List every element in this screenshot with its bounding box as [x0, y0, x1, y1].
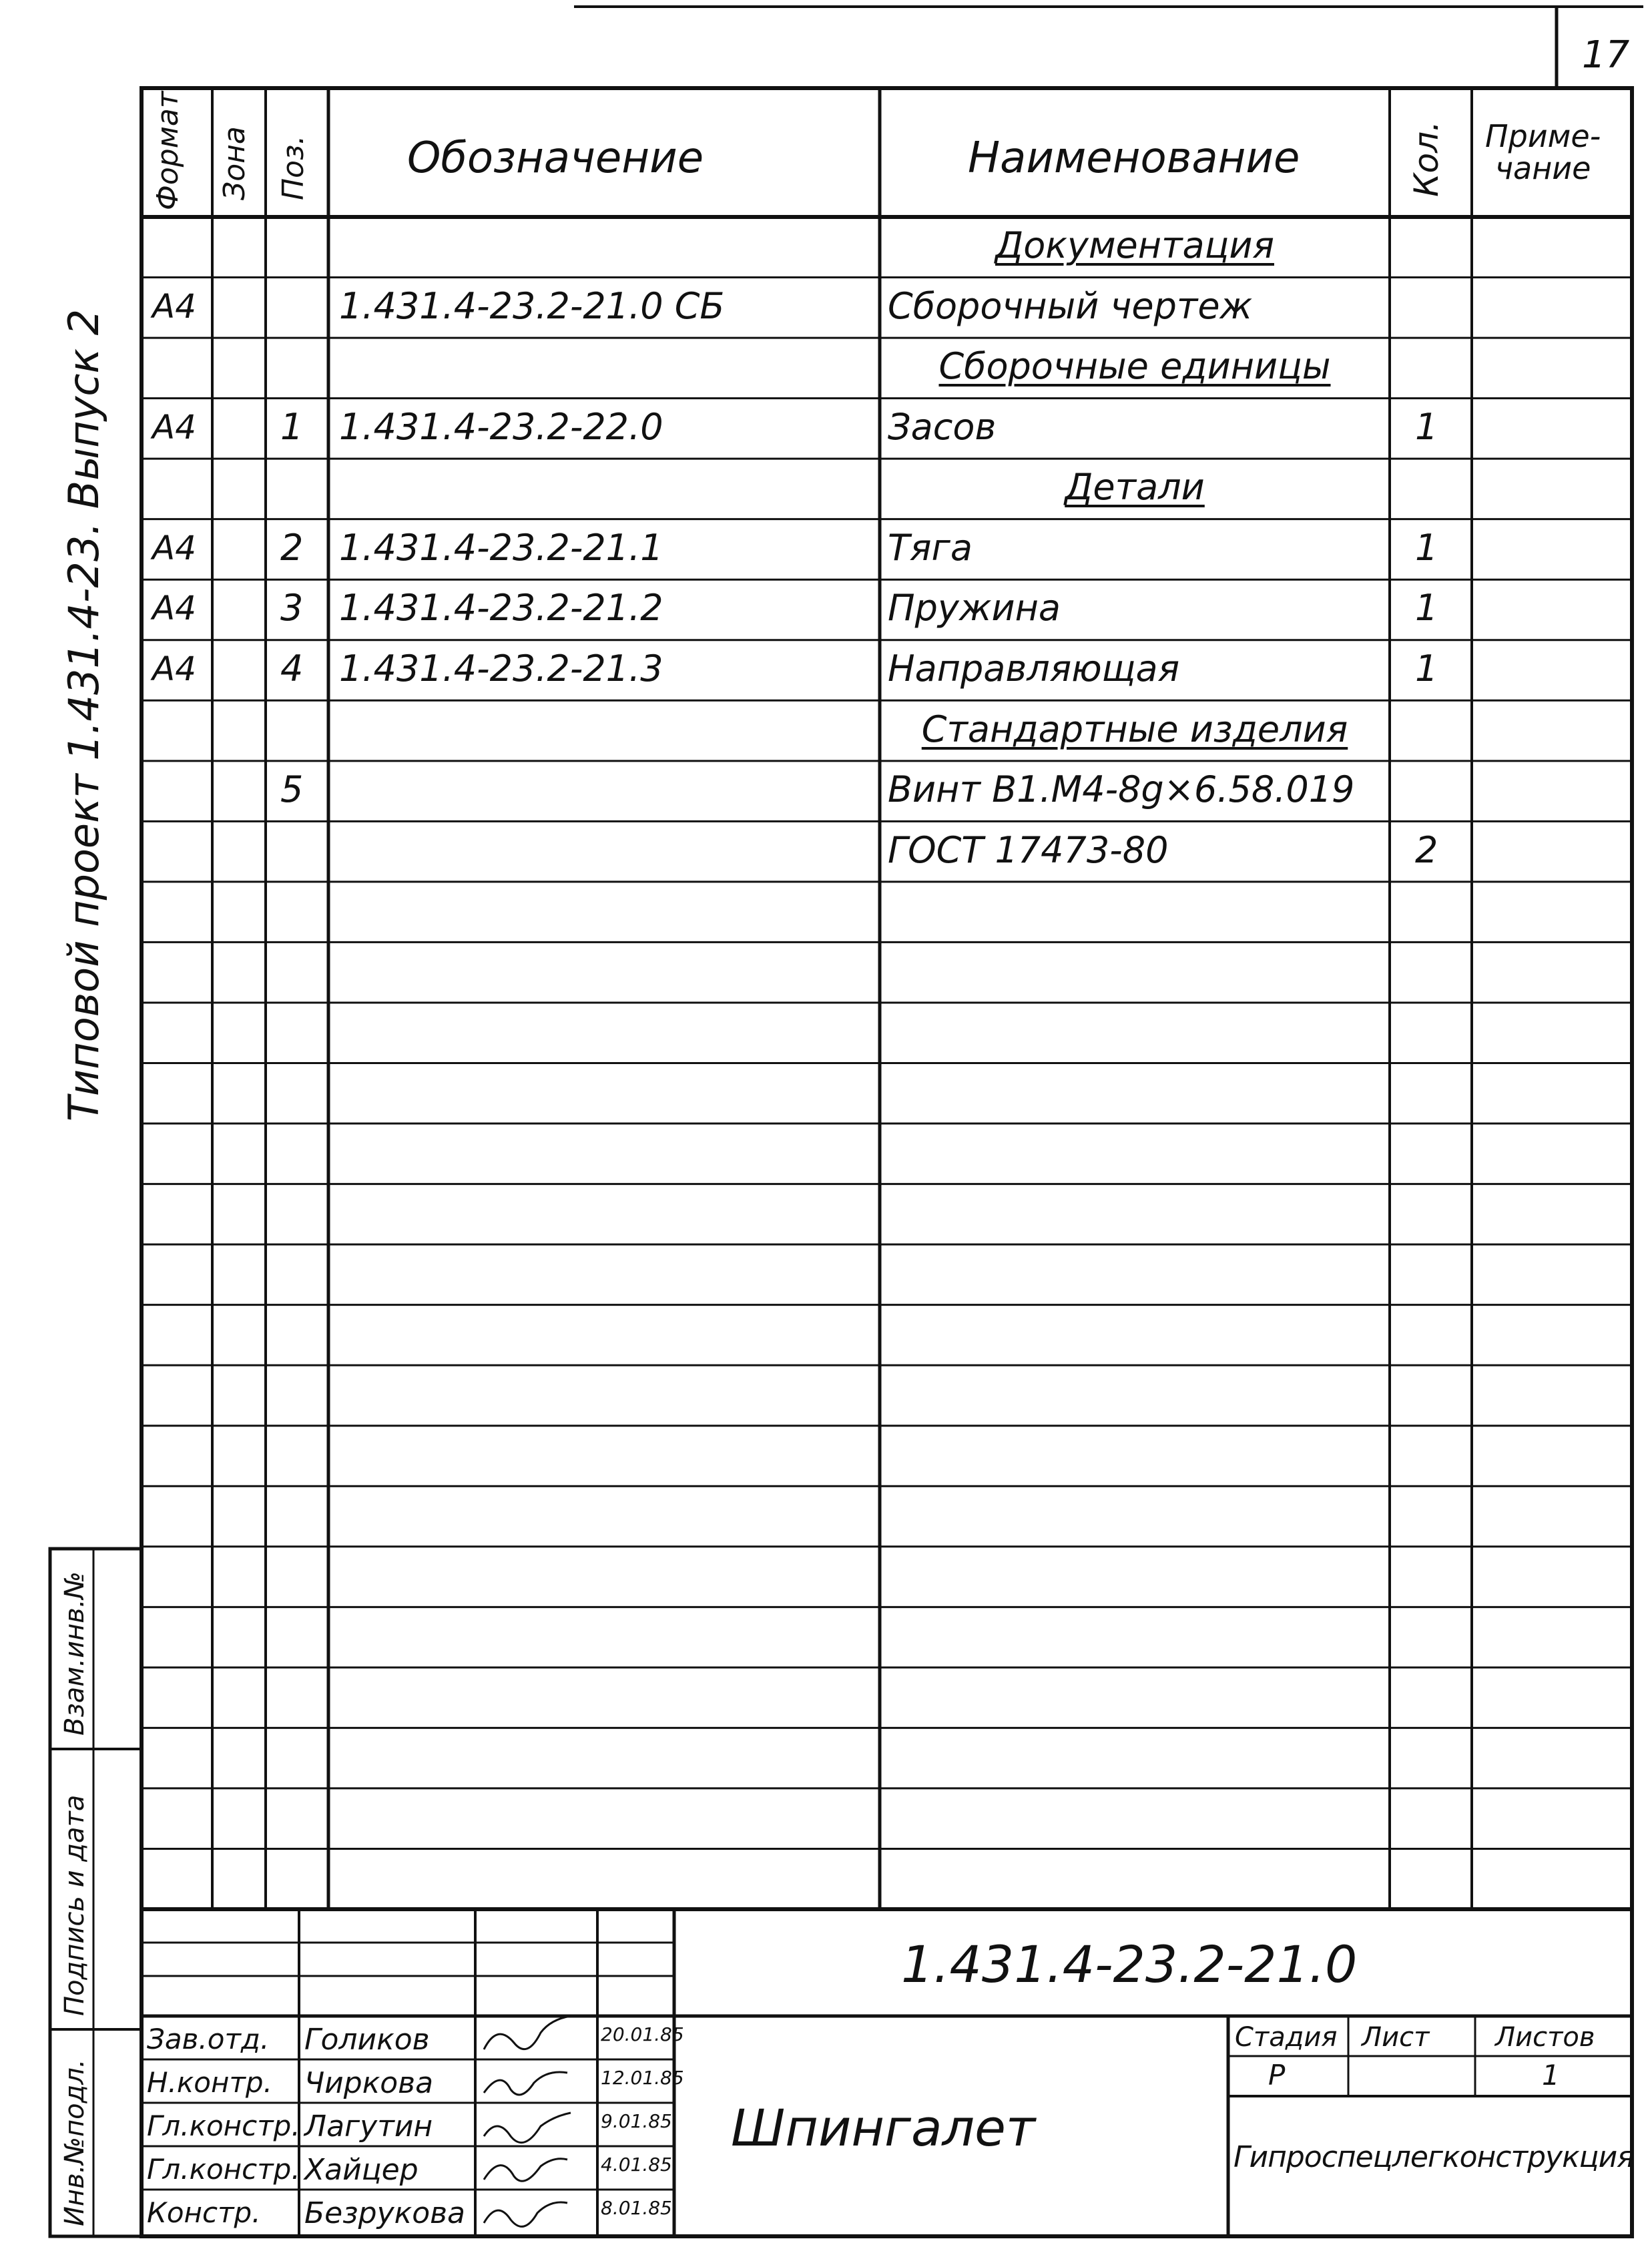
row-name: ГОСТ 17473-80 [888, 828, 1169, 871]
signer-name: Чиркова [304, 2066, 434, 2100]
stage-label: Стадия [1235, 2022, 1338, 2053]
row-designation: 1.431.4-23.2-21.1 [339, 526, 663, 569]
signer-role: Гл.констр. [147, 2153, 300, 2186]
signer-role: Зав.отд. [147, 2023, 270, 2055]
row-section-title: Стандартные изделия [921, 708, 1348, 750]
col-header-designation: Обозначение [407, 134, 704, 183]
document-code: 1.431.4-23.2-21.0 [901, 1935, 1358, 1994]
row-qty: 1 [1415, 526, 1438, 569]
row-pos: 5 [280, 768, 304, 811]
signer-name: Безрукова [304, 2196, 466, 2230]
row-name: Пружина [888, 587, 1061, 630]
signer-date: 9.01.85 [601, 2110, 672, 2132]
signer-name: Голиков [304, 2023, 430, 2057]
row-name: Винт В1.М4-8g×6.58.019 [888, 768, 1355, 811]
signer-name: Хайцер [304, 2153, 419, 2187]
product-name: Шпингалет [731, 2098, 1036, 2158]
row-qty: 1 [1415, 587, 1438, 630]
label-vzam-inv: Взам.инв.№ [59, 1571, 90, 1736]
row-name: Направляющая [888, 648, 1180, 690]
label-inv-podl: Инв.№подл. [59, 2059, 90, 2226]
row-format: А4 [152, 528, 197, 567]
row-pos: 2 [280, 526, 304, 569]
row-format: А4 [152, 407, 197, 447]
row-pos: 3 [280, 587, 304, 630]
row-format: А4 [152, 650, 197, 689]
row-section-title: Сборочные единицы [938, 345, 1331, 388]
row-qty: 1 [1415, 648, 1438, 690]
row-name: Сборочный чертеж [888, 284, 1253, 327]
signer-role: Гл.констр. [147, 2109, 300, 2142]
row-designation: 1.431.4-23.2-21.0 СБ [339, 284, 725, 327]
sheet-label: Лист [1362, 2022, 1430, 2053]
sheets-value: 1 [1542, 2059, 1560, 2091]
signer-date: 4.01.85 [601, 2154, 672, 2176]
col-header-name: Наименование [968, 134, 1300, 183]
stage-value: Р [1268, 2059, 1286, 2091]
signer-date: 8.01.85 [601, 2197, 672, 2219]
row-name: Тяга [888, 526, 973, 569]
col-header-zone: Зона [218, 126, 252, 200]
row-name: Засов [888, 405, 997, 448]
signer-name: Лагутин [304, 2109, 433, 2144]
signer-role: Констр. [147, 2196, 261, 2229]
row-pos: 4 [280, 648, 304, 690]
row-pos: 1 [280, 405, 304, 448]
sheets-label: Листов [1495, 2022, 1595, 2053]
signer-date: 12.01.85 [601, 2067, 684, 2089]
col-header-note: Приме- чание [1485, 118, 1601, 187]
side-title: Типовой проект 1.431.4-23. Выпуск 2 [59, 308, 108, 1121]
col-header-format: Формат [151, 91, 185, 210]
row-section-title: Документация [995, 224, 1274, 267]
row-qty: 1 [1415, 405, 1438, 448]
signer-date: 20.01.85 [601, 2023, 684, 2045]
row-qty: 2 [1415, 828, 1438, 871]
row-section-title: Детали [1065, 466, 1205, 509]
row-designation: 1.431.4-23.2-21.2 [339, 587, 663, 630]
signer-role: Н.контр. [147, 2066, 272, 2099]
col-header-pos: Поз. [276, 135, 310, 200]
sheet-number: 17 [1582, 33, 1630, 77]
col-header-qty: Кол. [1407, 121, 1446, 197]
row-designation: 1.431.4-23.2-22.0 [339, 405, 663, 448]
row-format: А4 [152, 589, 197, 628]
label-podpis-data: Подпись и дата [59, 1794, 90, 2016]
row-format: А4 [152, 286, 197, 326]
row-designation: 1.431.4-23.2-21.3 [339, 648, 663, 690]
organization: Гипроспецлегконструкция [1233, 2140, 1634, 2174]
